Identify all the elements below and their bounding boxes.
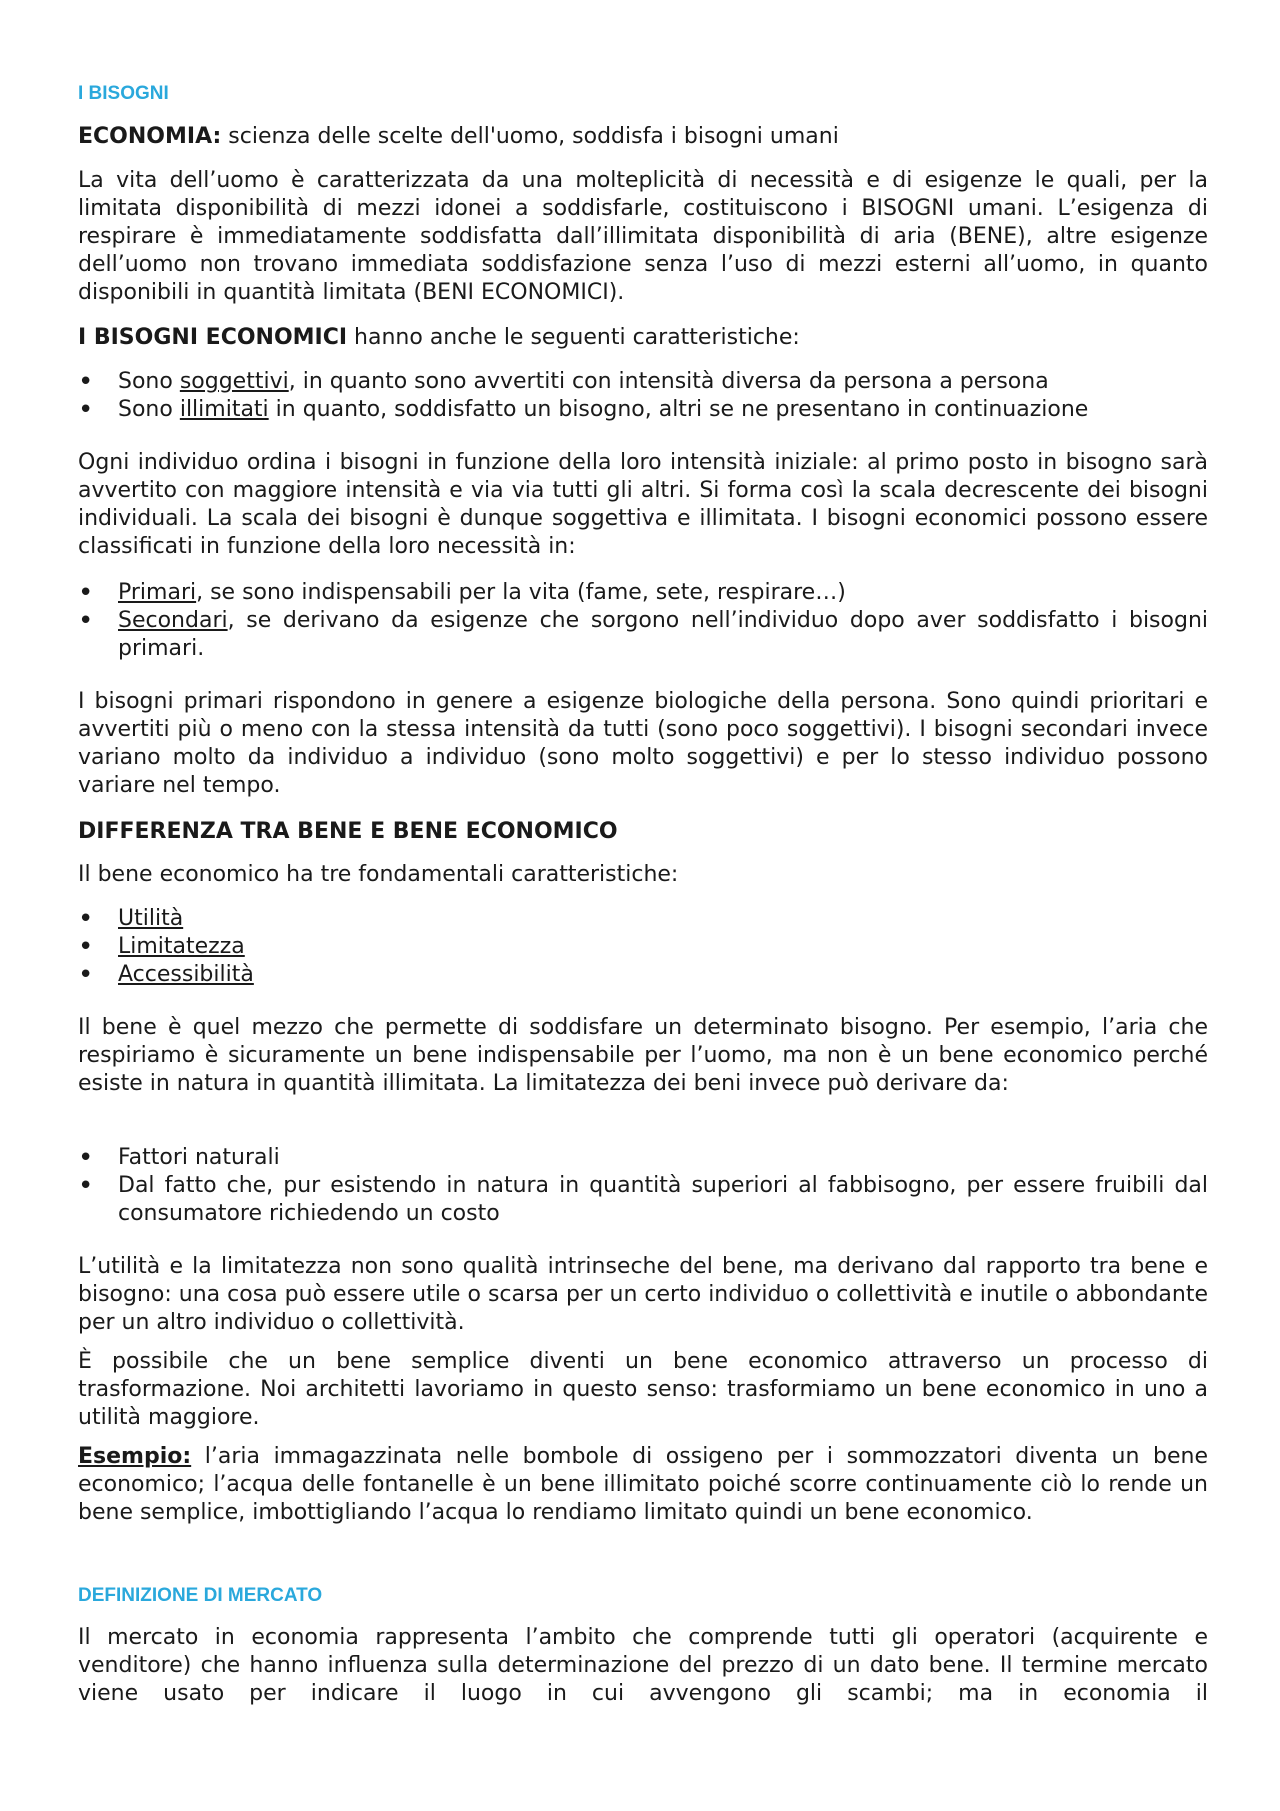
list-item: • Dal fatto che, pur esistendo in natura in quantità superiori al fabbisogno, per essere fruibili dal consumatore richiedendo un costo	[78, 1172, 1208, 1228]
tre-caratteristiche-list	[78, 905, 1208, 989]
paragraph-esempio	[78, 1443, 1208, 1527]
economia-term: ECONOMIA:	[78, 124, 222, 149]
fattori-list	[78, 1144, 1208, 1228]
list-item: • Sono soggettivi, in quanto sono avvertiti con intensità diversa da persona a persona	[78, 368, 1208, 396]
paragraph-ordine: Ogni individuo ordina i bisogni in funzione della loro intensità iniziale: al primo posto in bisogno sarà avvertito con maggiore intensità e via via tutti gli altri. Si forma così la scala decrescente dei bisogni individuali. La scala dei bisogni è dunque soggettiva e illimitata. I bisogni economici possono essere classificati in funzione della loro necessità in:	[78, 450, 1208, 559]
paragraph-tre: Il bene economico ha tre fondamentali caratteristiche:	[78, 862, 679, 887]
list-item: • Primari, se sono indispensabili per la vita (fame, sete, respirare…)	[78, 579, 1208, 607]
bisogni-economici-intro	[78, 324, 1208, 352]
list-item: • Utilità	[78, 905, 1208, 933]
term-soggettivi: soggettivi	[179, 369, 289, 394]
esempio-text: l’aria immagazzinata nelle bombole di ossigeno per i sommozzatori diventa un bene economico; l’acqua delle fontanelle è un bene illimitato poiché scorre continuamente ciò lo rende un bene semplice, imbottigliando l’acqua lo rendiamo limitato quindi un bene economico.	[78, 1444, 1208, 1525]
bisogni-economici-rest: hanno anche le seguenti caratteristiche:	[347, 325, 800, 350]
list-item: • Fattori naturali	[78, 1144, 1208, 1172]
paragraph-possibile: È possibile che un bene semplice diventi un bene economico attraverso un processo di trasformazione. Noi architetti lavoriamo in questo senso: trasformiamo un bene economico in uno a utilità maggiore.	[78, 1349, 1208, 1430]
heading-bisogni: I BISOGNI	[78, 83, 169, 104]
list-item: • Limitatezza	[78, 933, 1208, 961]
paragraph-vita: La vita dell’uomo è caratterizzata da una molteplicità di necessità e di esigenze le quali, per la limitata disponibilità di mezzi idonei a soddisfarle, costituiscono i BISOGNI umani. L’esigenza di respirare è immediatamente soddisfatta dall’illimitata disponibilità di aria (BENE), altre esigenze dell’uomo non trovano immediata soddisfazione senza l’uso di mezzi esterni all’uomo, in quanto disponibili in quantità limitata (BENI ECONOMICI).	[78, 168, 1208, 305]
paragraph-primari: I bisogni primari rispondono in genere a esigenze biologiche della persona. Sono quindi prioritari e avvertiti più o meno con la stessa intensità da tutti (sono poco soggettivi). I bisogni secondari invece variano molto da individuo a individuo (sono molto soggettivi) e per lo stesso individuo possono variare nel tempo.	[78, 689, 1208, 798]
term-primari: Primari	[118, 580, 197, 605]
paragraph-bene: Il bene è quel mezzo che permette di soddisfare un determinato bisogno. Per esempio, l’aria che respiriamo è sicuramente un bene indispensabile per l’uomo, ma non è un bene economico perché esiste in natura in quantità illimitata. La limitatezza dei beni invece può derivare da:	[78, 1015, 1208, 1096]
paragraph-utilita: L’utilità e la limitatezza non sono qualità intrinseche del bene, ma derivano dal rapporto tra bene e bisogno: una cosa può essere utile o scarsa per un certo individuo o collettività e inutile o abbondante per un altro individuo o collettività.	[78, 1254, 1208, 1335]
term-illimitati: illimitati	[179, 397, 269, 422]
bisogni-economici-bold: I BISOGNI ECONOMICI	[78, 325, 348, 350]
classi-list	[78, 579, 1208, 663]
caratteristiche-list	[78, 368, 1208, 424]
term-secondari: Secondari	[118, 608, 228, 633]
paragraph-mercato: Il mercato in economia rappresenta l’ambito che comprende tutti gli operatori (acquirente e venditore) che hanno influenza sulla determinazione del prezzo di un dato bene. Il termine mercato viene usato per indicare il luogo in cui avvengono gli scambi; ma in economia il	[78, 1625, 1208, 1706]
list-item: • Sono illimitati in quanto, soddisfatto un bisogno, altri se ne presentano in continuazione	[78, 396, 1208, 424]
heading-differenza: DIFFERENZA TRA BENE E BENE ECONOMICO	[78, 819, 618, 844]
economia-text: scienza delle scelte dell'uomo, soddisfa i bisogni umani	[221, 124, 839, 149]
heading-mercato: DEFINIZIONE DI MERCATO	[78, 1585, 323, 1606]
esempio-label: Esempio:	[78, 1444, 192, 1469]
economia-definition	[78, 123, 1208, 151]
list-item: • Secondari, se derivano da esigenze che sorgono nell’individuo dopo aver soddisfatto i bisogni primari.	[78, 607, 1208, 663]
list-item: • Accessibilità	[78, 961, 1208, 989]
